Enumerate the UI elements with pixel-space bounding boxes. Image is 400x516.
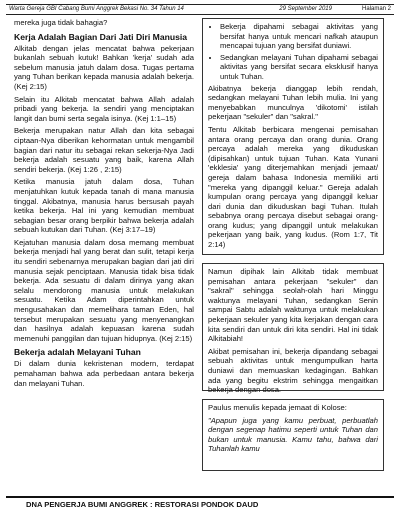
paragraph: Paulus menulis kepada jemaat di Kolose: bbox=[208, 403, 347, 412]
paragraph: Di dalam dunia kekristenan modern, terdapat pemahaman bahwa ada perbedaan antara bekerja dan melayani Tuhan. bbox=[14, 359, 194, 388]
paragraph: Selain itu Alkitab mencatat bahwa Allah adalah pribadi yang bekerja. Ia sendiri yang menciptakan langit dan bumi serta segala isinya. (Kej 1:1–15) bbox=[14, 94, 194, 123]
paragraph: Akibatnya bekerja dianggap lebih rendah, sedangkan melayani Tuhan lebih mulia. Ini yang menyebabkan munculnya 'dikotomi' istilah pekerjaan "sekuler" dan "sakral." bbox=[208, 83, 378, 122]
paragraph: Tentu Alkitab berbicara mengenai pemisahan antara orang percaya dan orang dunia. Orang percaya adalah mereka yang dikuduskan (dipisahkan) untuk tujuan Tuhan. Kata Yunani 'ekklesia' yang diterjemahkan menjadi jemaat/ gereja dalam bahasa Indonesia memiliki arti "mereka yang dipanggil keluar." Gereja adalah kumpulan orang percaya yang dipanggil keluar dari dunia dan dikuduskan bagi Tuhan. Itulah sebabnya orang percaya disebut sebagai orang-orang kudus; yang dipanggil untuk melakukan pekerjaan yang baik, yang kudus. (Rom 1:7, Tit 2:14) bbox=[208, 124, 378, 250]
paragraph: Ketika manusia jatuh dalam dosa, Tuhan menjatuhkan kutuk kepada tanah di mana manusia tinggal. Akibatnya, manusia harus bersusah payah ketika bekerja. Hal ini yang kemudian membuat sebagian besar orang berpikir bahwa bekerja adalah sebuah kutukan dari Tuhan. (Kej 3:17–19) bbox=[14, 177, 194, 235]
paragraph: Namun dipihak lain Alkitab tidak membuat pemisahan antara pekerjaan "sekuler" dan "sakral" sehingga seolah-olah hari Minggu waktunya melayani Tuhan, sedangkan Senin sampai Sabtu adalah waktunya untuk melakukan pekerjaan sekuler yang kita kerjakan dengan cara kita sendiri dan untuk diri kita sendiri. Hal ini tidak Alkitabiah! bbox=[208, 267, 378, 344]
list-item: • Sedangkan melayani Tuhan dipahami sebagai aktivitas yang bersifat secara eksklusif hanya untuk Tuhan. bbox=[220, 53, 378, 82]
page-footer: DNA PENGERJA BUMI ANGGREK : RESTORASI PONDOK DAUD bbox=[6, 496, 394, 510]
right-column bbox=[202, 18, 384, 471]
quote: "Apapun juga yang kamu perbuat, perbuatlah dengan segenap hatimu seperti untuk Tuhan dan bukan untuk manusia. Kamu tahu, bahwa dari Tuhanlah kamu bbox=[208, 415, 378, 454]
page-header bbox=[6, 4, 394, 15]
bullet-list bbox=[208, 22, 378, 82]
text-box bbox=[202, 18, 384, 255]
publication-name: Warta Gereja GBI Cabang Bumi Anggrek Bekasi No. 34 Tahun 14 bbox=[9, 6, 184, 12]
intro-line: mereka juga tidak bahagia? bbox=[14, 18, 108, 27]
issue-date: 29 September 2019 bbox=[279, 6, 332, 12]
left-column bbox=[14, 18, 194, 391]
paragraph: Bekerja merupakan natur Allah dan kita sebagai ciptaan-Nya diberikan kehormatan untuk mengambil bagian dari natur itu sebagai rekan sekerja-Nya Jadi bekerja adalah sesuatu yang baik, karena Allah sendiri bekerja. (Kej 1:26 , 2:15) bbox=[14, 126, 194, 174]
text-box bbox=[202, 263, 384, 395]
text-box bbox=[202, 399, 384, 471]
paragraph: Akibat pemisahan ini, bekerja dipandang sebagai sebuah aktivitas untuk mengumpulkan harta duniawi dan memuaskan kedagingan. Bahkan ada yang begitu ekstrim sehingga mengaitkan bekerja dengan dosa. bbox=[208, 346, 378, 395]
heading-serve-god: Bekerja adalah Melayani Tuhan bbox=[14, 347, 141, 358]
paragraph: Alkitab dengan jelas mencatat bahwa pekerjaan bukanlah sebuah kutuk! Bahkan 'kerja' sudah ada sebelum manusia jatuh dalam dosa. Tugas pertama yang Tuhan berikan kepada manusia adalah bekerja. (Kej 2:15) bbox=[14, 43, 194, 91]
heading-work-identity: Kerja Adalah Bagian Dari Jati Diri Manusia bbox=[14, 31, 188, 42]
list-item: • Bekerja dipahami sebagai aktivitas yang bersifat hanya untuk mencari nafkah ataupun mencapai tujuan yang bersifat duniawi. bbox=[220, 22, 378, 51]
paragraph: Kejatuhan manusia dalam dosa memang membuat bekerja menjadi hal yang berat dan sulit, tetapi kerja itu sendiri sebenarnya merupakan bagian dari jati diri manusia sejak penciptaan. Manusia tidak bisa tidak bekerja. Ada sesuatu di dalam dirinya yang akan selalu mendorong manusia untuk melakukan sesuatu. Ketika Adam diperintahkan untuk mengusahakan dan memelihara taman Eden, hal tersebut merupakan sesuatu yang menyenangkan dan hasilnya adalah kepuasan karena sudah memenuhi panggilan dan tujuan hidupnya. (Kej 2:15) bbox=[14, 237, 194, 343]
page-number: Halaman 2 bbox=[361, 6, 391, 12]
